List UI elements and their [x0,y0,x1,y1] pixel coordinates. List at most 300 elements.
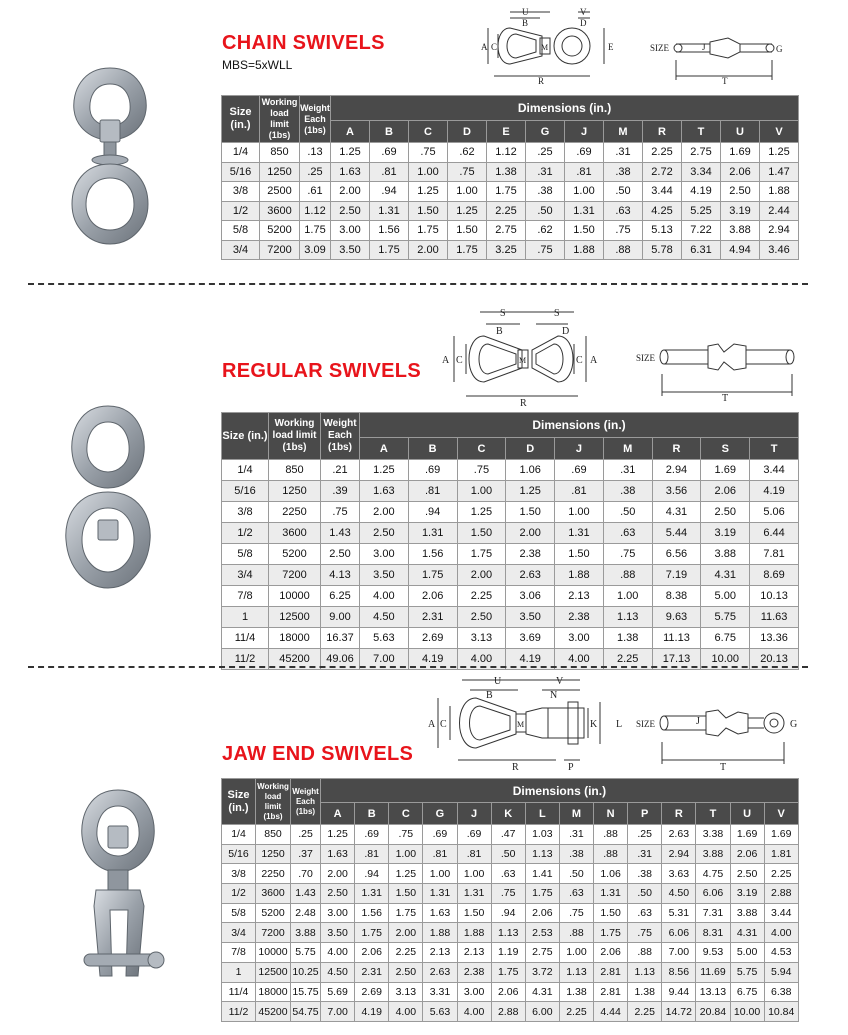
table-cell: 3/4 [222,240,260,260]
table-cell: 2.63 [423,962,457,982]
table-cell: 18000 [256,982,291,1002]
table-cell: 2.00 [360,502,409,523]
chain-swivel-photo [60,62,160,262]
table-cell: 3.50 [360,565,409,586]
table-cell: 5.78 [643,240,682,260]
table-cell: 3600 [260,201,300,221]
regular-swivel-photo [56,402,160,612]
table-cell: 3.19 [721,201,760,221]
table-cell: 1.25 [321,825,355,845]
table-cell: 1.81 [764,844,798,864]
table-cell: 4.00 [457,1002,491,1022]
table-cell: 10.84 [764,1002,798,1022]
table-cell: .75 [409,143,448,163]
jaw-header-dim-v: V [764,803,798,825]
table-cell: 2.06 [491,982,525,1002]
table-cell: 6.75 [730,982,764,1002]
table-cell: 1.75 [594,923,628,943]
table-cell: .69 [565,143,604,163]
table-cell: 3.88 [291,923,321,943]
table-row [222,844,799,864]
jaw-diagram-label-a: A [428,719,436,730]
table-cell: 1/4 [222,460,269,481]
table-cell: 3.00 [555,628,604,649]
table-cell: .63 [628,903,662,923]
table-cell: 3.44 [764,903,798,923]
table-cell: .70 [291,864,321,884]
chain-header-dim-r: R [643,121,682,143]
table-cell: 1.38 [487,162,526,182]
table-cell: 5/8 [222,221,260,241]
chain-header-wll: Working load limit (1bs) [260,96,300,143]
table-cell: 5.69 [321,982,355,1002]
table-cell: .88 [594,844,628,864]
regular-swivels-spec-table [221,412,799,670]
table-cell: 1.43 [321,523,360,544]
table-cell: .63 [603,523,652,544]
table-cell: 3.88 [696,844,730,864]
table-cell: 2.25 [389,943,423,963]
table-row [222,544,799,565]
table-cell: .81 [555,481,604,502]
table-cell: 1.75 [457,544,506,565]
jaw-header-dim-r: R [662,803,696,825]
table-cell: 3/8 [222,864,256,884]
table-cell: 3.50 [321,923,355,943]
table-cell: .21 [321,460,360,481]
table-cell: 3.38 [696,825,730,845]
table-cell: .31 [559,825,593,845]
table-cell: 2.06 [721,162,760,182]
table-cell: 2.94 [760,221,799,241]
table-cell: 1.69 [764,825,798,845]
chain-diagram-label-u: U [522,7,529,17]
jaw-diagram-label-r: R [512,762,519,772]
table-cell: 1.50 [457,903,491,923]
chain-diagram-label-d: D [580,18,587,28]
table-cell: 5.75 [730,962,764,982]
table-cell: 14.72 [662,1002,696,1022]
table-cell: 3.00 [360,544,409,565]
table-cell: .69 [408,460,457,481]
table-cell: 5.06 [750,502,799,523]
table-cell: 4.13 [321,565,360,586]
table-cell: 1.75 [487,182,526,202]
table-cell: 2.06 [594,943,628,963]
table-cell: .88 [603,565,652,586]
table-cell: 4.25 [643,201,682,221]
table-cell: 45200 [256,1002,291,1022]
table-cell: 4.50 [321,962,355,982]
table-cell: 1.63 [331,162,370,182]
table-cell: 5/16 [222,481,269,502]
table-cell: 3.25 [487,240,526,260]
table-cell: .81 [423,844,457,864]
table-cell: 1/4 [222,143,260,163]
table-cell: 2.50 [321,884,355,904]
chain-swivel-dimension-diagram [480,6,630,88]
jaw-header-size: Size (in.) [222,779,256,825]
table-cell: 2.69 [408,628,457,649]
table-cell: 10.00 [730,1002,764,1022]
table-cell: 2.13 [423,943,457,963]
table-cell: 2.25 [487,201,526,221]
jaw-header-dim-a: A [321,803,355,825]
regular-side-label-size: SIZE [636,353,655,363]
table-cell: 6.44 [750,523,799,544]
table-cell: 5.63 [423,1002,457,1022]
table-cell: 16.37 [321,628,360,649]
table-cell: 2.06 [355,943,389,963]
table-cell: 4.50 [360,607,409,628]
table-cell: 2.00 [506,523,555,544]
table-cell: 1.06 [594,864,628,884]
table-cell: 5200 [269,544,321,565]
table-cell: .38 [603,481,652,502]
table-cell: 7.00 [321,1002,355,1022]
table-cell: 1.38 [559,982,593,1002]
table-row [222,943,799,963]
table-cell: 4.53 [764,943,798,963]
table-cell: 12500 [269,607,321,628]
table-cell: 3600 [256,884,291,904]
table-cell: 1.13 [628,962,662,982]
table-cell: 1.75 [409,221,448,241]
table-cell: 1.69 [721,143,760,163]
table-cell: 1.12 [300,201,331,221]
table-cell: .63 [559,884,593,904]
table-cell: 6.25 [321,586,360,607]
table-cell: 850 [260,143,300,163]
regular-header-dim-d: D [506,438,555,460]
table-cell: 1/4 [222,825,256,845]
table-cell: 5.44 [652,523,701,544]
table-cell: 49.06 [321,649,360,670]
table-row [222,586,799,607]
table-cell: 1.69 [701,460,750,481]
table-cell: 7/8 [222,943,256,963]
table-cell: 3.00 [321,903,355,923]
table-row [222,825,799,845]
table-cell: 18000 [269,628,321,649]
table-cell: 2.00 [389,923,423,943]
table-cell: 1.75 [525,884,559,904]
table-cell: 1.88 [555,565,604,586]
chain-diagram-label-v: V [580,7,587,17]
table-cell: 1.63 [321,844,355,864]
table-cell: .94 [370,182,409,202]
jaw-side-label-t: T [720,762,727,772]
regular-header-dim-s: S [701,438,750,460]
table-cell: .69 [423,825,457,845]
table-cell: 2.50 [457,607,506,628]
table-cell: 2.81 [594,962,628,982]
table-cell: .31 [603,460,652,481]
jaw-end-swivel-photo [62,786,170,1002]
regular-diagram-label-m: M [519,356,527,365]
jaw-header-dim-u: U [730,803,764,825]
table-row [222,962,799,982]
table-cell: 4.19 [408,649,457,670]
table-cell: 4.94 [721,240,760,260]
table-cell: 1.25 [448,201,487,221]
table-cell: 1.75 [389,903,423,923]
table-cell: 1.31 [565,201,604,221]
table-cell: .38 [526,182,565,202]
table-row [222,240,799,260]
table-cell: 1.50 [555,544,604,565]
table-cell: .88 [604,240,643,260]
chain-swivels-title: CHAIN SWIVELS [222,32,385,54]
chain-diagram-label-m: M [541,43,549,52]
table-cell: 2.48 [291,903,321,923]
table-cell: 1.50 [506,502,555,523]
table-cell: 9.00 [321,607,360,628]
table-cell: 1.38 [603,628,652,649]
table-cell: .75 [559,903,593,923]
table-cell: 850 [269,460,321,481]
table-cell: 1.00 [559,943,593,963]
table-cell: 9.44 [662,982,696,1002]
table-cell: 2.25 [643,143,682,163]
table-cell: 2.88 [491,1002,525,1022]
table-cell: 1.25 [331,143,370,163]
table-cell: 1/2 [222,201,260,221]
table-cell: .75 [491,884,525,904]
table-cell: 2.94 [652,460,701,481]
table-cell: 1.56 [370,221,409,241]
table-cell: 1.31 [594,884,628,904]
table-cell: 1.13 [525,844,559,864]
table-cell: .62 [526,221,565,241]
chain-swivel-side-diagram [648,30,788,86]
table-cell: .88 [559,923,593,943]
regular-header-dim-j: J [555,438,604,460]
table-cell: .62 [448,143,487,163]
table-cell: 7/8 [222,586,269,607]
table-cell: 6.06 [696,884,730,904]
table-cell: 2.25 [603,649,652,670]
table-cell: 1.13 [559,962,593,982]
jaw-end-swivel-side-diagram [634,700,804,772]
table-cell: 1.00 [603,586,652,607]
jaw-diagram-label-p: P [568,762,574,772]
table-row [222,923,799,943]
table-cell: .75 [628,923,662,943]
table-cell: .31 [628,844,662,864]
table-cell: 1.50 [389,884,423,904]
table-cell: 1.00 [555,502,604,523]
table-cell: 1.19 [491,943,525,963]
jaw-header-wll: Working load limit (1bs) [256,779,291,825]
table-cell: 11.13 [652,628,701,649]
table-cell: 2.50 [389,962,423,982]
table-row [222,143,799,163]
table-cell: .31 [526,162,565,182]
table-cell: .39 [321,481,360,502]
chain-side-label-g: G [776,44,783,54]
table-cell: 1.03 [525,825,559,845]
table-cell: .61 [300,182,331,202]
jaw-header-dim-t: T [696,803,730,825]
table-cell: 1.63 [360,481,409,502]
table-cell: 1.25 [360,460,409,481]
table-cell: 2250 [256,864,291,884]
regular-diagram-label-c2: C [576,355,583,366]
regular-diagram-label-c1: C [456,355,463,366]
table-cell: 1.25 [389,864,423,884]
table-cell: 5.13 [643,221,682,241]
table-cell: .88 [628,943,662,963]
chain-diagram-label-e: E [608,42,614,52]
table-cell: 6.00 [525,1002,559,1022]
table-cell: 3.06 [506,586,555,607]
table-cell: .50 [603,502,652,523]
jaw-header-dim-n: N [594,803,628,825]
table-cell: 2.00 [409,240,448,260]
table-cell: 1.88 [760,182,799,202]
table-cell: 1.41 [525,864,559,884]
regular-header-dim-r: R [652,438,701,460]
table-cell: 1.31 [370,201,409,221]
chain-diagram-label-c: C [491,42,498,52]
table-cell: 4.75 [696,864,730,884]
table-cell: 1.50 [594,903,628,923]
table-cell: .25 [291,825,321,845]
table-cell: 1.25 [457,502,506,523]
chain-header-size: Size (in.) [222,96,260,143]
table-row [222,502,799,523]
table-cell: 1.88 [423,923,457,943]
section-divider [28,666,808,668]
table-cell: 12500 [256,962,291,982]
table-cell: 1.25 [760,143,799,163]
table-row [222,864,799,884]
table-cell: 1.31 [408,523,457,544]
table-cell: .75 [457,460,506,481]
table-cell: 2.81 [594,982,628,1002]
table-cell: 4.31 [525,982,559,1002]
table-cell: 4.19 [355,1002,389,1022]
jaw-header-weight: Weight Each (1bs) [291,779,321,825]
table-cell: .38 [628,864,662,884]
table-row [222,481,799,502]
chain-swivels-spec-table [221,95,799,260]
table-row [222,607,799,628]
table-cell: 3.13 [457,628,506,649]
chain-header-dim-c: C [409,121,448,143]
table-cell: .81 [408,481,457,502]
table-cell: 1.25 [506,481,555,502]
table-cell: 2.63 [662,825,696,845]
chain-header-dim-b: B [370,121,409,143]
table-cell: 2.50 [331,201,370,221]
regular-diagram-label-a1: A [442,355,450,366]
jaw-header-dim-b: B [355,803,389,825]
table-cell: 3600 [269,523,321,544]
table-cell: 1.50 [565,221,604,241]
regular-diagram-label-a2: A [590,355,598,366]
table-cell: 3.09 [300,240,331,260]
table-cell: 2.13 [457,943,491,963]
table-cell: 11/4 [222,628,269,649]
table-cell: 3.46 [760,240,799,260]
table-cell: 3.31 [423,982,457,1002]
table-cell: 10000 [256,943,291,963]
regular-swivel-dimension-diagram [436,306,606,410]
table-cell: 2.00 [331,182,370,202]
table-cell: 2.06 [730,844,764,864]
table-cell: 3.19 [730,884,764,904]
table-cell: 2.75 [487,221,526,241]
jaw-diagram-label-u: U [494,676,502,687]
table-cell: 2.38 [457,962,491,982]
jaw-diagram-label-n: N [550,690,558,701]
table-cell: 1.69 [730,825,764,845]
table-cell: 3.00 [457,982,491,1002]
chain-side-label-t: T [722,76,728,86]
table-cell: 5.75 [701,607,750,628]
table-cell: 4.00 [555,649,604,670]
table-cell: 7.00 [360,649,409,670]
table-cell: 1 [222,962,256,982]
table-cell: 4.00 [764,923,798,943]
regular-diagram-label-d: D [562,326,570,337]
table-cell: 1.31 [457,884,491,904]
table-cell: 1.50 [448,221,487,241]
table-cell: 2.31 [408,607,457,628]
chain-side-label-j: J [702,42,706,52]
regular-header-wll: Working load limit (1bs) [269,413,321,460]
table-cell: 2.25 [559,1002,593,1022]
table-cell: 3/8 [222,182,260,202]
table-cell: .25 [526,143,565,163]
jaw-header-dimensions: Dimensions (in.) [321,779,799,803]
table-cell: 2.69 [355,982,389,1002]
table-cell: 2.44 [760,201,799,221]
table-cell: 7200 [260,240,300,260]
table-cell: 2.00 [321,864,355,884]
table-cell: 1.75 [408,565,457,586]
table-cell: .94 [408,502,457,523]
table-cell: 5.25 [682,201,721,221]
table-cell: 1.88 [457,923,491,943]
table-cell: 2.75 [682,143,721,163]
jaw-diagram-label-b: B [486,690,493,701]
table-cell: 8.56 [662,962,696,982]
table-cell: 3.44 [750,460,799,481]
table-cell: 1.75 [491,962,525,982]
table-cell: 11/2 [222,649,269,670]
jaw-header-dim-m: M [559,803,593,825]
table-row [222,903,799,923]
regular-diagram-label-r: R [520,398,527,409]
jaw-header-dim-l: L [525,803,559,825]
table-cell: 4.50 [662,884,696,904]
table-cell: 1.43 [291,884,321,904]
table-cell: 6.75 [701,628,750,649]
chain-header-dim-e: E [487,121,526,143]
regular-diagram-label-s1: S [500,308,506,319]
table-cell: 1.00 [423,864,457,884]
table-cell: .38 [604,162,643,182]
table-cell: 4.19 [682,182,721,202]
table-cell: .31 [604,143,643,163]
table-cell: .25 [628,825,662,845]
table-cell: 1250 [260,162,300,182]
table-cell: .50 [559,864,593,884]
jaw-header-dim-p: P [628,803,662,825]
